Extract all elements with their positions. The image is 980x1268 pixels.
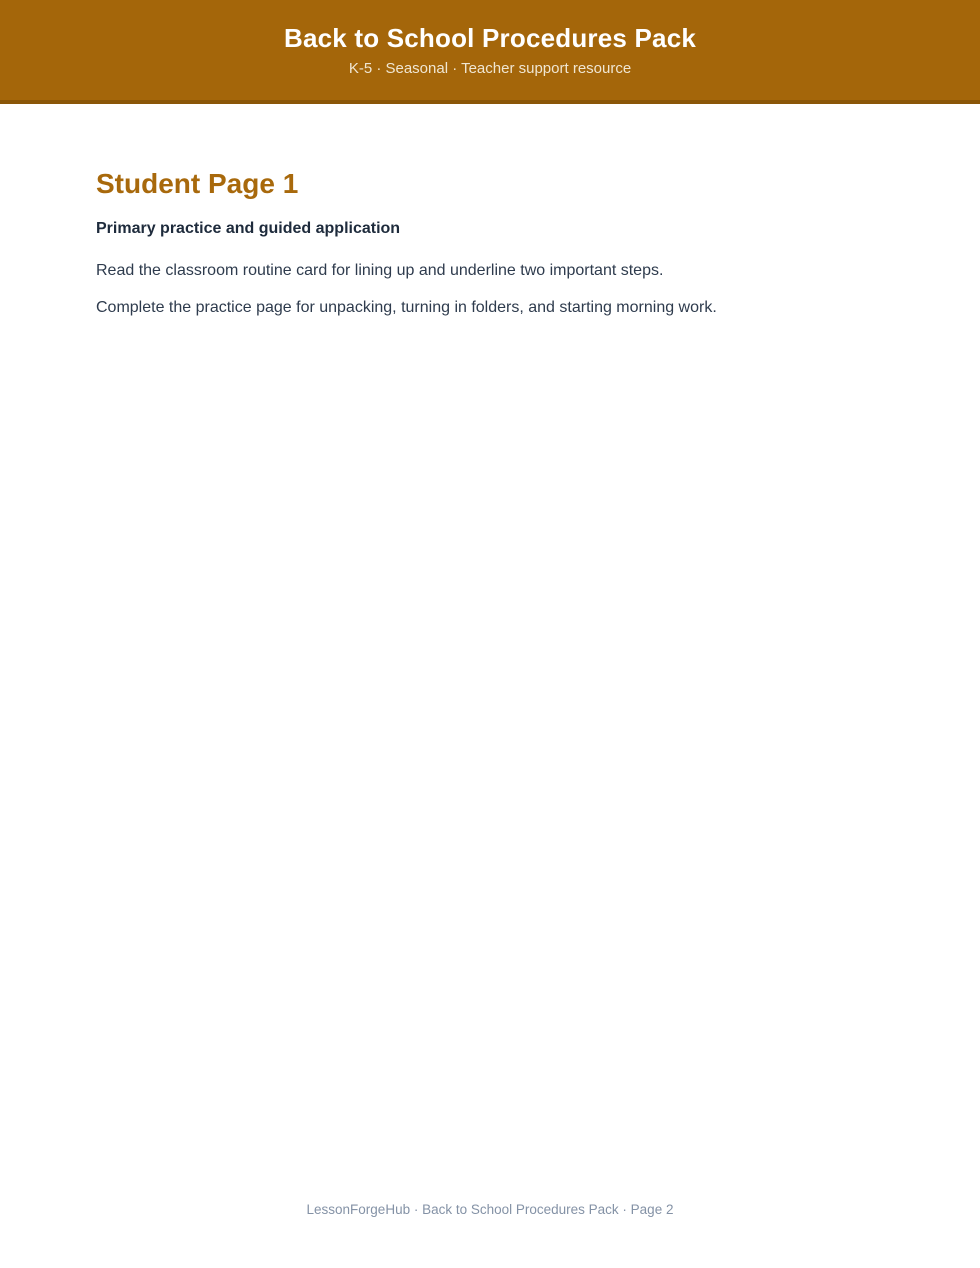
section-heading: Student Page 1	[96, 168, 299, 199]
instruction-paragraph-2: Complete the practice page for unpacking, turning in folders, and starting morning work.	[96, 299, 717, 316]
page-footer	[0, 1202, 980, 1268]
document-header-banner	[0, 0, 980, 104]
document-subtitle: K-5 · Seasonal · Teacher support resource	[348, 59, 632, 77]
section-subheading: Primary practice and guided application	[96, 220, 401, 237]
footer-text: LessonForgeHub · Back to School Procedures Pack · Page 2	[306, 1202, 674, 1217]
instruction-paragraph-1: Read the classroom routine card for lining up and underline two important steps.	[96, 262, 664, 279]
document-title: Back to School Procedures Pack	[283, 22, 697, 53]
main-content	[0, 104, 980, 1202]
